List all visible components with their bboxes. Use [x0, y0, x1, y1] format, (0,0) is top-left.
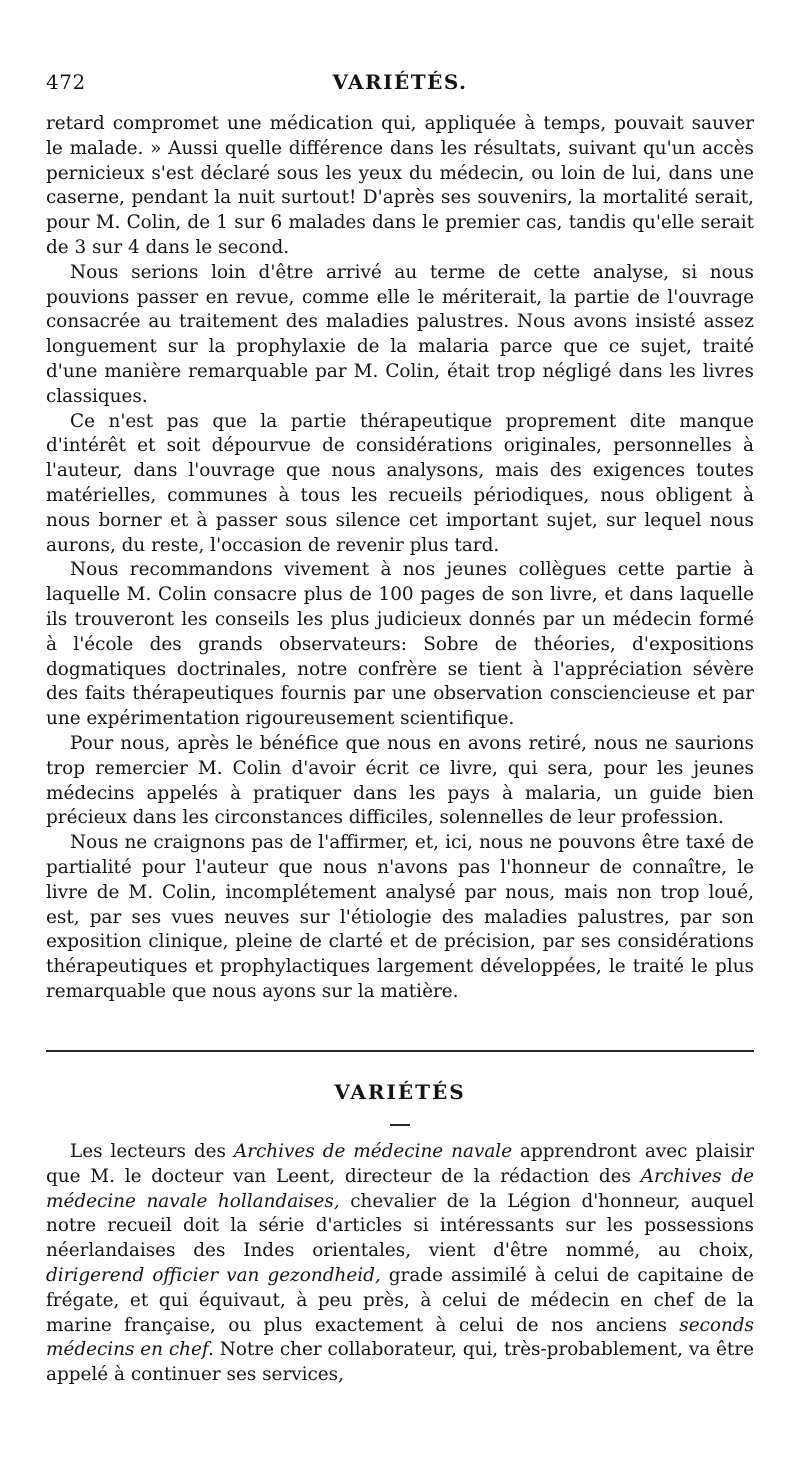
page-number: 472 [46, 70, 86, 94]
running-title: VARIÉTÉS. [332, 70, 468, 94]
paragraph: Nous serions loin d'être arrivé au terme de cette analyse, si nous pouvions passer en revue, comme elle le mériterait, la partie de l'ouvrage consacrée au traitement des maladies palustres. Nous avons insisté assez longuement sur la prophylaxie de la malaria parce que ce sujet, traité d'une manière remarquable par M. Colin, était trop négligé dans les livres classiques. [46, 261, 754, 407]
heading-dash-rule [390, 1124, 410, 1126]
section-separator-rule [46, 1050, 754, 1052]
paragraph: Nous recommandons vivement à nos jeunes collègues cette partie à laquelle M. Colin consacre plus de 100 pages de son livre, et dans laquelle ils trouveront les conseils les plus judicieux donnés par un médecin formé à l'école des grands observateurs: Sobre de théories, d'expositions dogmatiques doctrinales, notre confrère se tient à l'appréciation sévère des faits thérapeutiques fournis par une observation consciencieuse et par une expérimentation rigoureusement scientifique. [46, 559, 754, 730]
italic-rank: dirigerend officier van gezondheid, [46, 1264, 381, 1286]
italic-title: Archives de médecine navale [233, 1141, 513, 1162]
paragraph: Ce n'est pas que la partie thérapeutique proprement dite manque d'intérêt et soit dépourvue de considérations originales, personnelles à l'auteur, dans l'ouvrage que nous analysons, mais des exigences toutes matérielles, communes à tous les recueils périodiques, nous obligent à nous borner et à passer sous silence cet important sujet, sur lequel nous aurons, du reste, l'occasion de revenir plus tard. [46, 410, 754, 556]
text-run: apprendront avec plaisir que M. le docteur van Leent, directeur de la rédaction des [46, 1141, 754, 1187]
text-run: grade assimilé à celui de capitaine de frégate, et qui équivaut, à peu près, à celui de médecin en chef de la marine française, ou plus exactement à celui de nos anciens [46, 1264, 754, 1336]
text-run: chevalier de la Légion d'honneur, auquel notre recueil doit la série d'articles si intéressants sur les possessions néerlandaises des Indes orientales, vient d'être nommé, au choix, [46, 1190, 754, 1262]
italic-rank: seconds médecins en chef. [46, 1314, 754, 1361]
text-run: Notre cher collaborateur, qui, très-probablement, va être appelé à continuer ses services, [46, 1339, 754, 1386]
section-heading: VARIÉTÉS [334, 1080, 466, 1104]
varietes-body [46, 1140, 754, 1388]
running-head [46, 70, 754, 102]
text-run: Les lecteurs des [70, 1141, 234, 1162]
paragraph-continued: retard compromet une médication qui, appliquée à temps, pouvait sauver le malade. » Aussi quelle différence dans les résultats, suivant qu'un accès pernicieux s'est déclaré sous les yeux du médecin, ou loin de lui, dans une caserne, pendant la nuit surtout! D'après ses souvenirs, la mortalité serait, pour M. Colin, de 1 sur 6 malades dans le premier cas, tandis qu'elle serait de 3 sur 4 dans le second. [46, 113, 754, 258]
italic-title: Archives de médecine navale hollandaises, [46, 1165, 755, 1212]
paragraph: Nous ne craignons pas de l'affirmer, et, ici, nous ne pouvons être taxé de partialité pour l'auteur que nous n'avons pas l'honneur de connaître, le livre de M. Colin, incomplétement analysé par nous, mais non trop loué, est, par ses vues neuves sur l'étiologie des maladies palustres, par son exposition clinique, pleine de clarté et de précision, par ses considérations thérapeutiques et prophylactiques largement développées, le traité le plus remarquable que nous ayons sur la matière. [46, 832, 754, 1002]
article-body [46, 112, 754, 1005]
varietes-paragraph [46, 1140, 754, 1388]
paragraph: Pour nous, après le bénéfice que nous en avons retiré, nous ne saurions trop remercier M. Colin d'avoir écrit ce livre, qui sera, pour les jeunes médecins appelés à pratiquer dans les pays à malaria, un guide bien précieux dans les circonstances difficiles, solennelles de leur profession. [46, 732, 754, 829]
